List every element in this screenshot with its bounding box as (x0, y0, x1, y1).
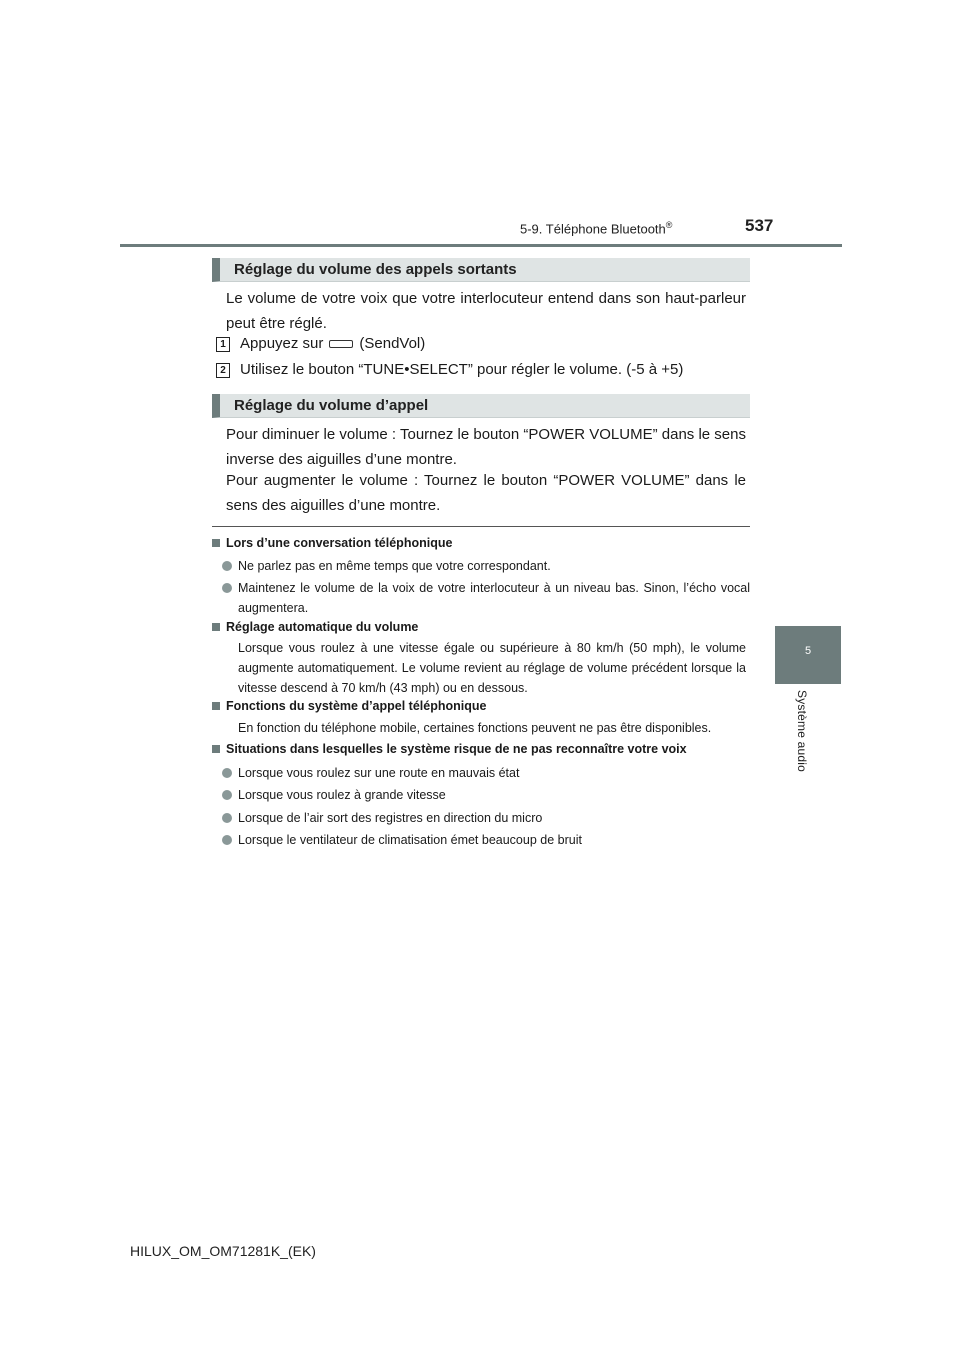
square-bullet-icon (212, 539, 220, 547)
section-bar-outgoing-volume (212, 258, 750, 282)
section-header: 5-9. Téléphone Bluetooth® (520, 220, 673, 237)
list-item: Lorsque le ventilateur de climatisation émet beaucoup de bruit (222, 830, 750, 850)
bullet-icon (222, 835, 232, 845)
step-text: Utilisez le bouton “TUNE•SELECT” pour régler le volume. (-5 à +5) (240, 361, 684, 378)
page-number: 537 (745, 216, 774, 235)
paragraph: Pour augmenter le volume : Tournez le bouton “POWER VOLUME” dans le sens des aiguilles d’une montre. (226, 472, 746, 514)
header-rule (120, 244, 842, 247)
step-number: 2 (216, 363, 230, 378)
note-heading: Lors d’une conversation téléphonique (212, 536, 452, 550)
step-text: Appuyez sur (SendVol) (240, 335, 426, 352)
step-number: 1 (216, 337, 230, 352)
note-body: Lorsque vous roulez à une vitesse égale ou supérieure à 80 km/h (50 mph), le volume augmente automatiquement. Le volume revient au réglage de volume précédent lorsque la vitesse descend à 70 km/h (43 mph) ou en dessous. (238, 641, 746, 695)
chapter-label: Système audio (795, 690, 809, 772)
note-heading: Fonctions du système d’appel téléphonique (212, 699, 486, 713)
button-icon (329, 340, 353, 348)
note-heading: Réglage automatique du volume (212, 620, 418, 634)
document-code: HILUX_OM_OM71281K_(EK) (130, 1243, 316, 1259)
section-title: Réglage du volume des appels sortants (234, 261, 517, 278)
square-bullet-icon (212, 745, 220, 753)
list-item: Lorsque vous roulez à grande vitesse (222, 785, 750, 805)
registered-mark: ® (665, 220, 673, 230)
section-bar-call-volume (212, 394, 750, 418)
paragraph: Pour diminuer le volume : Tournez le bouton “POWER VOLUME” dans le sens inverse des aiguilles d’une montre. (226, 426, 746, 468)
note-body: En fonction du téléphone mobile, certaines fonctions peuvent ne pas être disponibles. (238, 721, 712, 735)
bullet-icon (222, 768, 232, 778)
bullet-icon (222, 583, 232, 593)
square-bullet-icon (212, 702, 220, 710)
list-item: Lorsque vous roulez sur une route en mauvais état (222, 763, 750, 783)
divider (212, 526, 750, 527)
section-title: Réglage du volume d’appel (234, 397, 429, 414)
square-bullet-icon (212, 623, 220, 631)
bullet-icon (222, 561, 232, 571)
list-item: Ne parlez pas en même temps que votre correspondant. (222, 556, 750, 576)
bullet-icon (222, 790, 232, 800)
list-item: Maintenez le volume de la voix de votre interlocuteur à un niveau bas. Sinon, l’écho vocal augmentera. (222, 578, 750, 618)
section-intro: Le volume de votre voix que votre interlocuteur entend dans son haut-parleur peut être réglé. (226, 290, 746, 332)
bullet-icon (222, 813, 232, 823)
note-heading: Situations dans lesquelles le système risque de ne pas reconnaître votre voix (212, 742, 687, 756)
list-item: Lorsque de l’air sort des registres en direction du micro (222, 808, 750, 828)
chapter-number: 5 (804, 645, 812, 657)
